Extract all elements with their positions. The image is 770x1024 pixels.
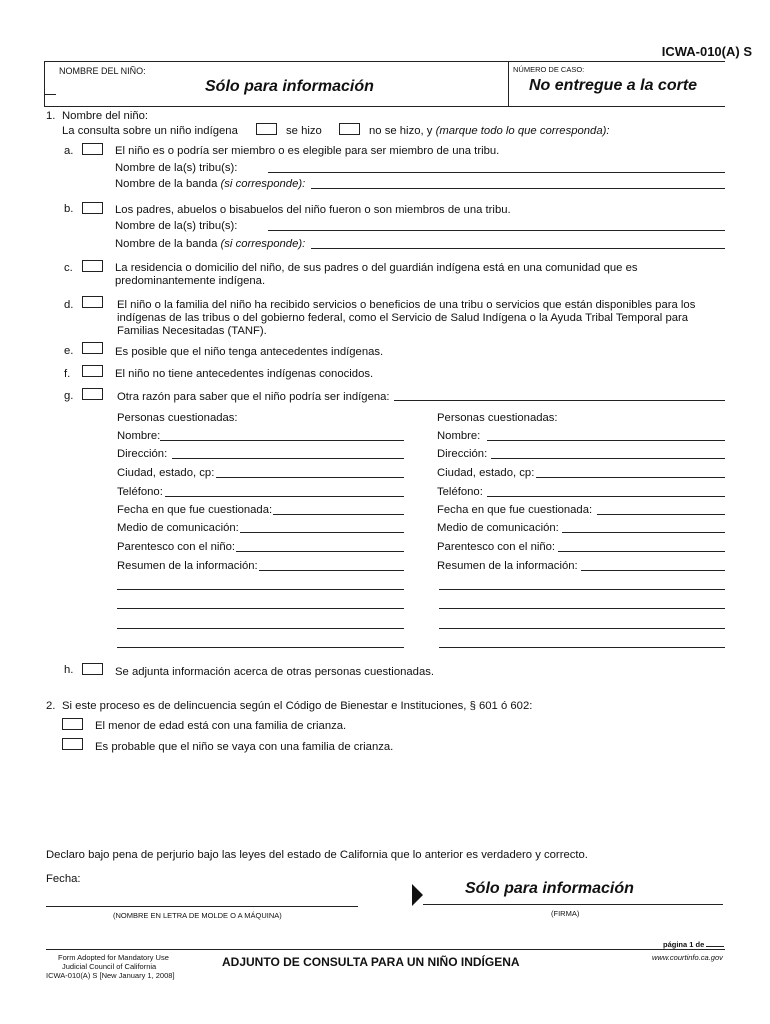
signature-value[interactable]: Sólo para información [465, 880, 634, 897]
section1-number: 1. [46, 110, 56, 122]
item-b-letter: b. [64, 203, 74, 215]
persons-left-relation-label: Parentesco con el niño: [117, 541, 236, 553]
persons-right-phone-label: Teléfono: [437, 486, 483, 498]
persons-right-summary-field[interactable] [581, 570, 725, 571]
item-d-line3: Familias Necesitadas (TANF). [117, 325, 267, 337]
item-f-text: El niño no tiene antecedentes indígenas conocidos. [115, 368, 374, 380]
persons-left-city-field[interactable] [216, 477, 404, 478]
item-a-band-label: Nombre de la banda (si corresponde): [115, 178, 306, 190]
section2-number: 2. [46, 700, 56, 712]
persons-left-summary-label: Resumen de la información: [117, 560, 258, 572]
header-tick [44, 94, 56, 95]
persons-left-name-field[interactable] [160, 440, 404, 441]
persons-right-date-label: Fecha en que fue cuestionada: [437, 504, 593, 516]
item-c-line2: predominantemente indígena. [115, 275, 266, 287]
child-name-label: NOMBRE DEL NIÑO: [59, 66, 146, 76]
persons-left-summary-line[interactable] [117, 628, 404, 629]
item-g-checkbox[interactable] [82, 388, 103, 400]
item-a-band-field[interactable] [311, 188, 725, 189]
section2-opt2-checkbox[interactable] [62, 738, 83, 750]
persons-left-summary-line[interactable] [117, 589, 404, 590]
inquiry-instruction: (marque todo lo que corresponda): [435, 125, 610, 137]
persons-left-name-label: Nombre: [117, 430, 161, 442]
section2-opt2-label: Es probable que el niño se vaya con una familia de crianza. [95, 741, 394, 753]
header-box [44, 61, 725, 107]
persons-left-phone-field[interactable] [165, 496, 404, 497]
item-d-line2: indígenas de las tribus o del gobierno federal, como el Servicio de Salud Indígena o la Ayuda Tribal Temporal para [117, 312, 689, 324]
persons-right-name-label: Nombre: [437, 430, 481, 442]
item-d-letter: d. [64, 299, 74, 311]
persons-right-medium-field[interactable] [562, 532, 725, 533]
item-f-letter: f. [64, 368, 71, 380]
persons-left-summary-field[interactable] [259, 570, 404, 571]
persons-left-phone-label: Teléfono: [117, 486, 163, 498]
footer-title: ADJUNTO DE CONSULTA PARA UN NIÑO INDÍGENA [222, 955, 520, 969]
persons-left-medium-label: Medio de comunicación: [117, 522, 239, 534]
persons-right-city-label: Ciudad, estado, cp: [437, 467, 535, 479]
declaration-text: Declaro bajo pena de perjurio bajo las leyes del estado de California que lo anterior es verdadero y correcto. [46, 849, 588, 861]
child-name-value[interactable]: Sólo para información [205, 78, 374, 95]
item-e-text: Es posible que el niño tenga antecedentes indígenas. [115, 346, 384, 358]
persons-left-summary-line[interactable] [117, 608, 404, 609]
item-a-text: El niño es o podría ser miembro o es elegible para ser miembro de una tribu. [115, 145, 500, 157]
persons-left-date-label: Fecha en que fue cuestionada: [117, 504, 273, 516]
footer-left: Form Adopted for Mandatory Use Judicial Council of California ICWA-010(A) S [New January 1, 2008] [46, 953, 175, 980]
persons-left-address-field[interactable] [172, 458, 404, 459]
persons-right-summary-line[interactable] [439, 608, 725, 609]
item-b-tribe-label: Nombre de la(s) tribu(s): [115, 220, 238, 232]
item-e-letter: e. [64, 345, 74, 357]
inquiry-done-label: se hizo [286, 125, 322, 137]
footer-rule [46, 949, 725, 950]
print-name-line[interactable] [46, 906, 358, 907]
inquiry-done-checkbox[interactable] [256, 123, 277, 135]
form-code: ICWA-010(A) S [661, 44, 752, 59]
footer-website[interactable]: www.courtinfo.ca.gov [652, 953, 723, 962]
persons-right-address-field[interactable] [491, 458, 725, 459]
arrow-right-icon [412, 884, 423, 906]
item-b-band-field[interactable] [311, 248, 725, 249]
persons-right-medium-label: Medio de comunicación: [437, 522, 559, 534]
persons-left-summary-line[interactable] [117, 647, 404, 648]
item-a-checkbox[interactable] [82, 143, 103, 155]
persons-left-address-label: Dirección: [117, 448, 168, 460]
persons-left-city-label: Ciudad, estado, cp: [117, 467, 215, 479]
inquiry-prefix: La consulta sobre un niño indígena [62, 125, 238, 137]
item-e-checkbox[interactable] [82, 342, 103, 354]
section2-opt1-checkbox[interactable] [62, 718, 83, 730]
persons-left-heading: Personas cuestionadas: [117, 412, 238, 424]
persons-left-date-field[interactable] [273, 514, 404, 515]
item-b-tribe-field[interactable] [268, 230, 725, 231]
persons-right-city-field[interactable] [536, 477, 725, 478]
signature-line[interactable] [423, 904, 723, 905]
print-name-caption: (NOMBRE EN LETRA DE MOLDE O A MÁQUINA) [113, 911, 282, 920]
signature-caption: (FIRMA) [551, 909, 580, 918]
item-g-letter: g. [64, 390, 74, 402]
persons-left-medium-field[interactable] [240, 532, 404, 533]
persons-left-relation-field[interactable] [236, 551, 404, 552]
item-f-checkbox[interactable] [82, 365, 103, 377]
item-g-text: Otra razón para saber que el niño podría ser indígena: [117, 391, 390, 403]
case-number-value[interactable]: No entregue a la corte [529, 77, 698, 94]
item-g-field[interactable] [394, 400, 725, 401]
item-b-band-label: Nombre de la banda (si corresponde): [115, 238, 306, 250]
item-c-line1: La residencia o domicilio del niño, de sus padres o del guardián indígena está en una comunidad que es [115, 262, 638, 274]
persons-right-date-field[interactable] [597, 514, 725, 515]
item-h-letter: h. [64, 664, 74, 676]
inquiry-not-done-checkbox[interactable] [339, 123, 360, 135]
persons-right-summary-line[interactable] [439, 589, 725, 590]
item-c-checkbox[interactable] [82, 260, 103, 272]
date-label: Fecha: [46, 873, 81, 885]
item-a-letter: a. [64, 145, 74, 157]
section2-text: Si este proceso es de delincuencia según el Código de Bienestar e Instituciones, § 601 ó 602: [62, 700, 533, 712]
persons-right-name-field[interactable] [487, 440, 725, 441]
item-h-text: Se adjunta información acerca de otras personas cuestionadas. [115, 666, 435, 678]
persons-right-summary-line[interactable] [439, 647, 725, 648]
inquiry-not-done-label: no se hizo, y (marque todo lo que corresponda): [369, 125, 610, 137]
item-b-text: Los padres, abuelos o bisabuelos del niño fueron o son miembros de una tribu. [115, 204, 511, 216]
persons-right-phone-field[interactable] [487, 496, 725, 497]
section2-opt1-label: El menor de edad está con una familia de crianza. [95, 720, 347, 732]
item-d-checkbox[interactable] [82, 296, 103, 308]
persons-right-summary-label: Resumen de la información: [437, 560, 578, 572]
item-d-line1: El niño o la familia del niño ha recibido servicios o beneficios de una tribu o servicios que están disponibles para los [117, 299, 696, 311]
item-h-checkbox[interactable] [82, 663, 103, 675]
item-b-checkbox[interactable] [82, 202, 103, 214]
persons-right-relation-label: Parentesco con el niño: [437, 541, 556, 553]
page-label: página 1 de [663, 940, 724, 949]
persons-right-summary-line[interactable] [439, 628, 725, 629]
item-c-letter: c. [64, 262, 73, 274]
item-a-tribe-label: Nombre de la(s) tribu(s): [115, 162, 238, 174]
persons-right-address-label: Dirección: [437, 448, 488, 460]
persons-right-heading: Personas cuestionadas: [437, 412, 558, 424]
case-number-label: NÚMERO DE CASO: [513, 65, 585, 74]
item-a-tribe-field[interactable] [268, 172, 725, 173]
section1-title: Nombre del niño: [62, 110, 149, 122]
persons-right-relation-field[interactable] [558, 551, 725, 552]
